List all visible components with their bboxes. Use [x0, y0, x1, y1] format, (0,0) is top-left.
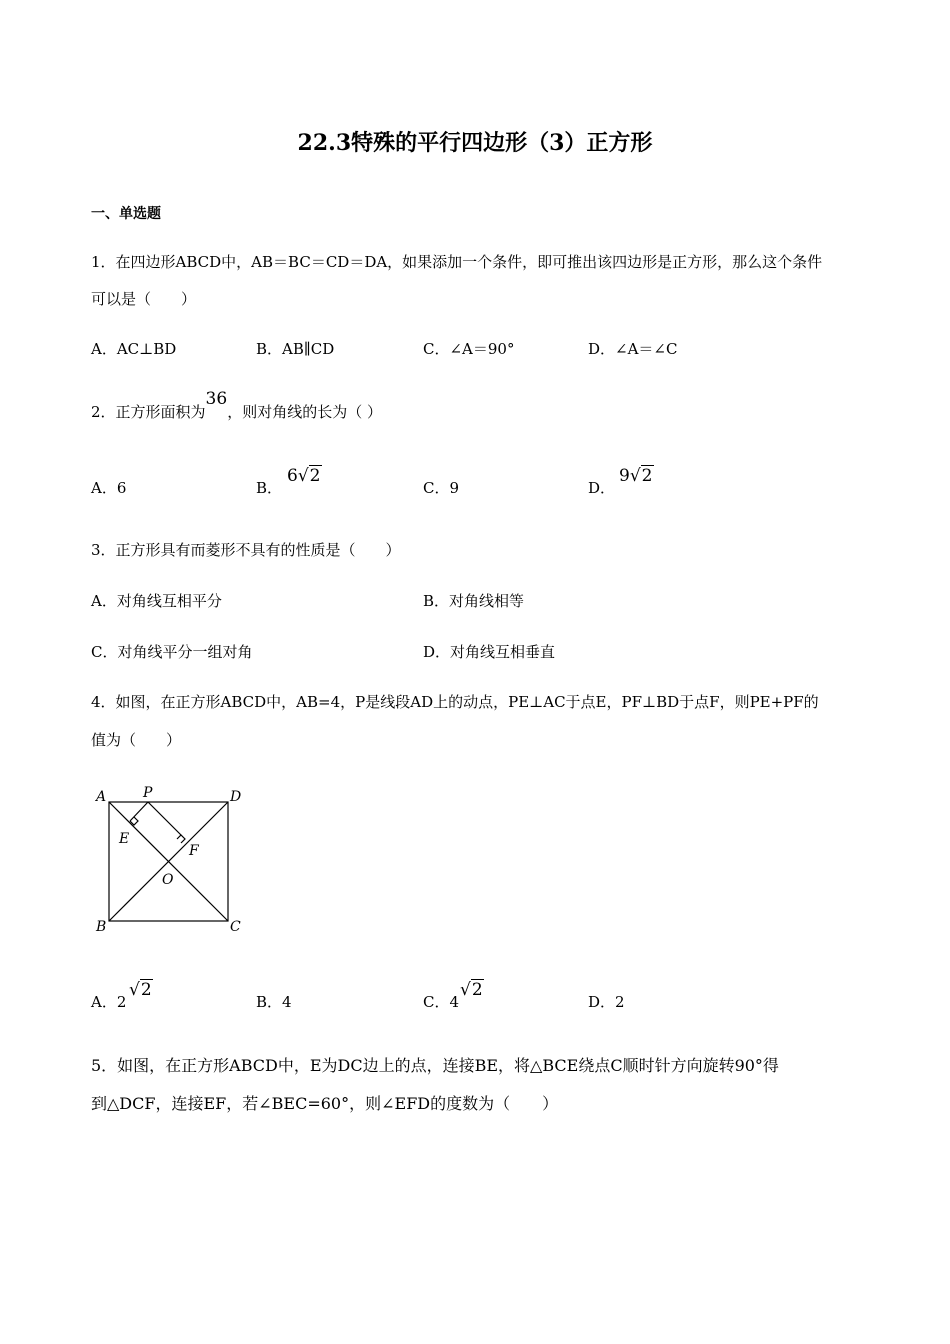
question-2-option-d — [588, 466, 653, 498]
segment-pe — [130, 802, 148, 821]
label-d: D — [230, 789, 242, 805]
question-2-option-c: C．9 — [423, 479, 460, 497]
question-2-option-d-radical: 9√2 — [619, 466, 653, 486]
question-4-option-a-label: A．2 — [91, 993, 127, 1011]
question-4-option-c-radicand: 2 — [471, 980, 483, 1000]
question-2-option-b — [256, 466, 321, 498]
question-5-line-1: 5．如图，在正方形ABCD中，E为DC边上的点，连接BE，将△BCE绕点C顺时针方向旋转90°得 — [91, 1056, 779, 1075]
question-2-option-a: A．6 — [91, 479, 127, 497]
label-e: E — [119, 831, 130, 847]
page-title: 22.3特殊的平行四边形（3）正方形 — [297, 130, 653, 156]
question-3-option-d: D．对角线互相垂直 — [423, 643, 556, 661]
question-4-line-2: 值为（ ） — [91, 731, 182, 749]
question-4-option-b: B．4 — [256, 993, 292, 1011]
question-2-option-d-radicand: 2 — [641, 466, 653, 486]
question-1-option-b: B．AB∥CD — [256, 340, 335, 358]
question-4-option-a — [91, 980, 152, 1012]
section-heading: 一、单选题 — [91, 206, 161, 222]
question-5-line-2: 到△DCF，连接EF，若∠BEC=60°，则∠EFD的度数为（ ） — [91, 1094, 559, 1113]
label-c: C — [230, 919, 241, 935]
question-1-option-d: D．∠A＝∠C — [588, 340, 678, 358]
question-2-option-b-radicand: 2 — [309, 466, 321, 486]
question-2-option-d-coef: 9 — [619, 466, 630, 486]
question-2-text-before: 2．正方形面积为 — [91, 403, 206, 421]
question-1-option-a: A．AC⊥BD — [91, 340, 177, 358]
question-4-option-c-radical: √2 — [460, 980, 483, 1000]
question-2-text — [91, 389, 382, 422]
question-1-line-1: 1．在四边形ABCD中，AB＝BC＝CD＝DA，如果添加一个条件，即可推出该四边形是正方形，那么这个条件 — [91, 253, 823, 271]
question-3-option-c: C．对角线平分一组对角 — [91, 643, 253, 661]
right-angle-mark-f — [177, 835, 185, 843]
label-o: O — [162, 872, 174, 888]
label-p: P — [143, 785, 153, 801]
question-2-area-value: 36 — [205, 389, 228, 409]
question-4-option-c-label: C．4 — [423, 993, 460, 1011]
question-4-option-a-radical: √2 — [129, 980, 152, 1000]
segment-pf — [148, 802, 181, 835]
label-b: B — [96, 919, 107, 935]
question-2-option-b-radical: 6√2 — [287, 466, 321, 486]
question-1-option-c: C．∠A＝90° — [423, 340, 515, 358]
label-f: F — [189, 843, 199, 859]
question-2-text-after: ，则对角线的长为（ ） — [227, 403, 382, 421]
question-2-option-b-label: B． — [256, 479, 283, 497]
question-3-option-a: A．对角线互相平分 — [91, 592, 222, 610]
question-2-option-b-coef: 6 — [287, 466, 298, 486]
label-a: A — [96, 789, 107, 805]
question-3-option-b: B．对角线相等 — [423, 592, 525, 610]
question-4-figure — [88, 780, 258, 940]
question-2-option-d-label: D． — [588, 479, 616, 497]
question-4-line-1: 4．如图，在正方形ABCD中，AB=4，P是线段AD上的动点，PE⊥AC于点E，PF⊥BD于点F，则PE+PF的 — [91, 693, 819, 711]
question-4-option-a-radicand: 2 — [140, 980, 152, 1000]
question-4-option-c — [423, 980, 483, 1012]
question-4-option-d: D．2 — [588, 993, 625, 1011]
question-1-line-2: 可以是（ ） — [91, 290, 197, 308]
question-3-text: 3．正方形具有而菱形不具有的性质是（ ） — [91, 541, 401, 559]
